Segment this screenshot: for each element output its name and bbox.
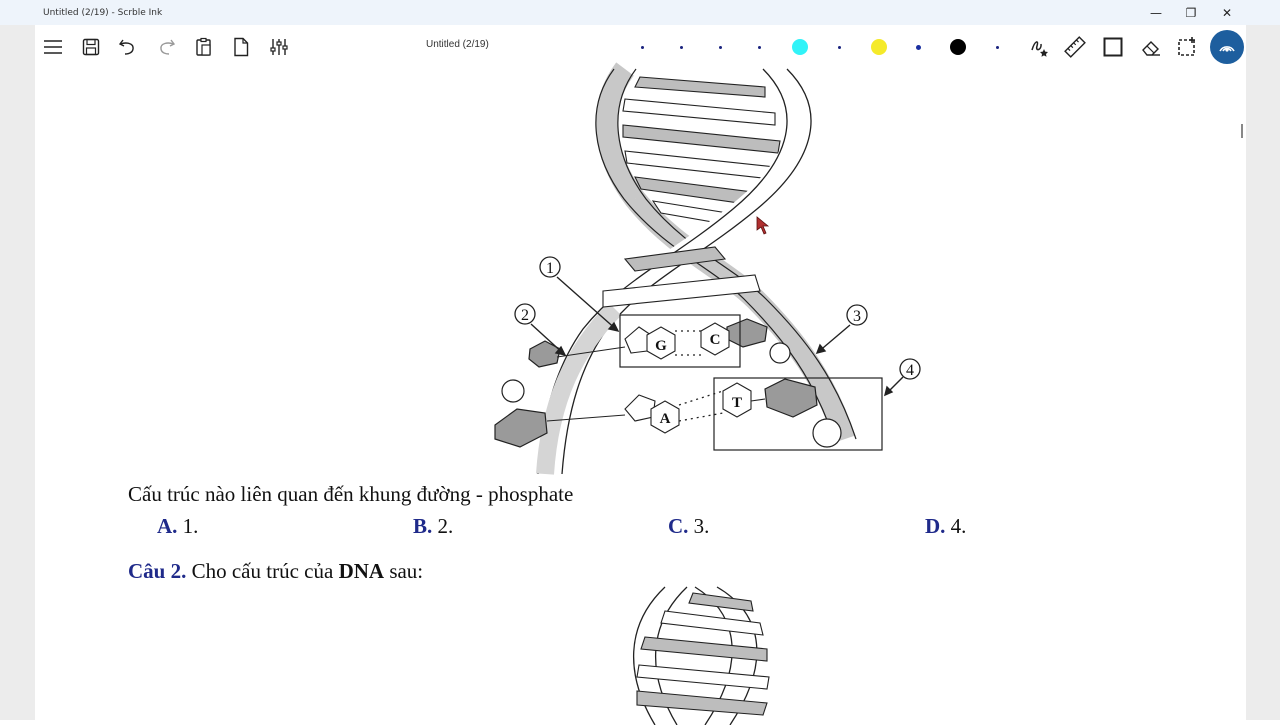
undo-icon[interactable] [116,35,140,59]
option-a [157,514,198,539]
option-b-letter: B. [413,514,433,538]
close-button[interactable]: ✕ [1221,5,1233,20]
document-title: Untitled (2/19) [426,39,489,50]
base-a: A [659,411,671,427]
menu-icon[interactable] [41,35,65,59]
question-2-dna-word: DNA [338,559,385,583]
pen-color-5[interactable] [792,39,808,55]
pen-color-10[interactable] [996,46,999,49]
pen-color-1[interactable] [641,46,644,49]
right-margin [1246,0,1280,720]
pen-color-8[interactable] [916,45,921,50]
label-2: 2 [521,307,529,324]
label-1: 1 [546,260,554,277]
scrollbar-thumb[interactable] [1241,124,1243,138]
option-a-value: 1. [182,514,199,538]
pen-color-9[interactable] [950,39,966,55]
label-3: 3 [853,308,861,325]
eraser-icon[interactable] [1139,35,1163,59]
question-2-text: Cho cấu trúc của [191,559,334,583]
pen-color-2[interactable] [680,46,683,49]
pen-color-7[interactable] [871,39,887,55]
view-mode-icon[interactable] [1210,30,1244,64]
option-c [668,514,709,539]
pointer-cursor-icon [756,216,772,236]
option-c-letter: C. [668,514,689,538]
pen-color-3[interactable] [719,46,722,49]
ruler-icon[interactable] [1063,35,1087,59]
option-d-letter: D. [925,514,946,538]
shape-pen-icon[interactable] [1028,35,1052,59]
left-margin [0,0,35,720]
question-2-text-after: sau: [389,559,424,583]
ink-canvas[interactable] [35,69,1246,720]
option-d-value: 4. [950,514,967,538]
window-title: Untitled (2/19) - Scrble Ink [43,7,163,18]
maximize-button[interactable]: ❐ [1185,5,1197,20]
save-icon[interactable] [79,35,103,59]
minimize-button[interactable]: — [1150,5,1162,20]
pen-color-4[interactable] [758,46,761,49]
option-b [413,514,453,539]
label-4: 4 [906,362,914,379]
title-bar [0,0,1280,25]
rectangle-icon[interactable] [1101,35,1125,59]
page-icon[interactable] [229,35,253,59]
option-c-value: 3. [693,514,710,538]
settings-sliders-icon[interactable] [267,35,291,59]
pen-color-6[interactable] [838,46,841,49]
question-2-label: Câu 2. [128,559,187,583]
dna-structure-diagram [475,69,914,474]
toolbar [35,25,1246,69]
dna-structure-diagram-2 [575,585,795,725]
base-c: C [709,332,721,348]
question-1-text: Cấu trúc nào liên quan đến khung đường - phosphate [128,482,574,506]
redo-icon[interactable] [154,35,178,59]
option-a-letter: A. [157,514,178,538]
lasso-select-icon[interactable] [1176,35,1200,59]
base-t: T [731,395,743,411]
clipboard-icon[interactable] [192,35,216,59]
question-2 [128,559,423,584]
base-g: G [655,338,667,354]
option-b-value: 2. [437,514,454,538]
option-d [925,514,966,539]
